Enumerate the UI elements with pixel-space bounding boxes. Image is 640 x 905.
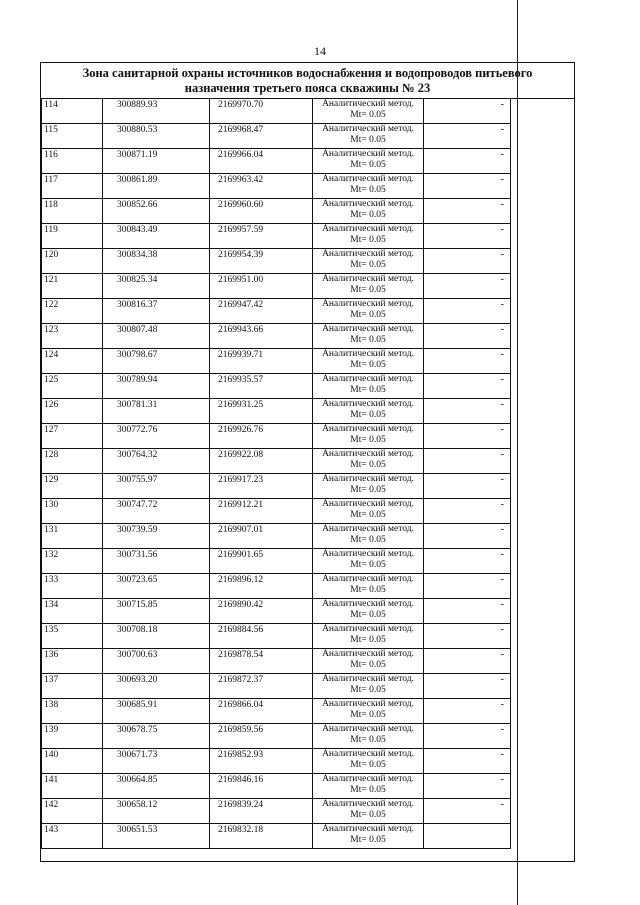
table-row xyxy=(42,699,511,724)
note-cell: - xyxy=(424,274,511,299)
x-coordinate-cell: 300807.48 xyxy=(103,324,210,349)
y-coordinate-cell: 2169963.42 xyxy=(210,174,313,199)
y-coordinate-cell: 2169901.65 xyxy=(210,549,313,574)
precision-coefficient: Mt= 0.05 xyxy=(350,485,386,495)
x-coordinate-cell: 300723.65 xyxy=(103,574,210,599)
y-coordinate-cell: 2169931.25 xyxy=(210,399,313,424)
method-text: Аналитический метод. xyxy=(322,149,414,159)
coordinates-table-body xyxy=(42,99,511,849)
note-cell: - xyxy=(424,424,511,449)
precision-coefficient: Mt= 0.05 xyxy=(350,510,386,520)
note-cell: - xyxy=(424,524,511,549)
note-cell: - xyxy=(424,649,511,674)
method-cell xyxy=(313,299,424,324)
x-coordinate-cell: 300755.97 xyxy=(103,474,210,499)
point-number-cell: 137 xyxy=(42,674,103,699)
point-number-cell: 125 xyxy=(42,374,103,399)
x-coordinate-cell: 300664.85 xyxy=(103,774,210,799)
table-row xyxy=(42,199,511,224)
precision-coefficient: Mt= 0.05 xyxy=(350,635,386,645)
method-text: Аналитический метод. xyxy=(322,524,414,534)
method-text: Аналитический метод. xyxy=(322,649,414,659)
table-title-line-1: Зона санитарной охраны источников водоснабжения и водопроводов питьевого xyxy=(82,65,533,80)
method-cell xyxy=(313,799,424,824)
precision-coefficient: Mt= 0.05 xyxy=(350,560,386,570)
table-row xyxy=(42,249,511,274)
y-coordinate-cell: 2169966.04 xyxy=(210,149,313,174)
y-coordinate-cell: 2169947.42 xyxy=(210,299,313,324)
table-row xyxy=(42,724,511,749)
point-number-cell: 136 xyxy=(42,649,103,674)
y-coordinate-cell: 2169890.42 xyxy=(210,599,313,624)
method-text: Аналитический метод. xyxy=(322,724,414,734)
method-text: Аналитический метод. xyxy=(322,499,414,509)
method-cell xyxy=(313,174,424,199)
x-coordinate-cell: 300843.49 xyxy=(103,224,210,249)
x-coordinate-cell: 300825.34 xyxy=(103,274,210,299)
x-coordinate-cell: 300671.73 xyxy=(103,749,210,774)
note-cell: - xyxy=(424,99,511,124)
method-text: Аналитический метод. xyxy=(322,249,414,259)
y-coordinate-cell: 2169939.71 xyxy=(210,349,313,374)
precision-coefficient: Mt= 0.05 xyxy=(350,185,386,195)
x-coordinate-cell: 300715.85 xyxy=(103,599,210,624)
point-number-cell: 124 xyxy=(42,349,103,374)
method-cell xyxy=(313,399,424,424)
note-cell: - xyxy=(424,124,511,149)
table-row xyxy=(42,549,511,574)
method-cell xyxy=(313,149,424,174)
y-coordinate-cell: 2169957.59 xyxy=(210,224,313,249)
table-title xyxy=(41,63,574,99)
table-row xyxy=(42,274,511,299)
note-cell: - xyxy=(424,149,511,174)
point-number-cell: 117 xyxy=(42,174,103,199)
precision-coefficient: Mt= 0.05 xyxy=(350,735,386,745)
precision-coefficient: Mt= 0.05 xyxy=(350,585,386,595)
table-row xyxy=(42,774,511,799)
method-cell xyxy=(313,724,424,749)
x-coordinate-cell: 300781.31 xyxy=(103,399,210,424)
method-text: Аналитический метод. xyxy=(322,374,414,384)
note-cell: - xyxy=(424,749,511,774)
note-cell: - xyxy=(424,774,511,799)
precision-coefficient: Mt= 0.05 xyxy=(350,760,386,770)
y-coordinate-cell: 2169935.57 xyxy=(210,374,313,399)
table-row xyxy=(42,324,511,349)
x-coordinate-cell: 300731.56 xyxy=(103,549,210,574)
point-number-cell: 139 xyxy=(42,724,103,749)
method-text: Аналитический метод. xyxy=(322,749,414,759)
precision-coefficient: Mt= 0.05 xyxy=(350,460,386,470)
table-row xyxy=(42,574,511,599)
point-number-cell: 123 xyxy=(42,324,103,349)
note-cell: - xyxy=(424,474,511,499)
precision-coefficient: Mt= 0.05 xyxy=(350,235,386,245)
x-coordinate-cell: 300871.19 xyxy=(103,149,210,174)
note-cell xyxy=(424,824,511,849)
precision-coefficient: Mt= 0.05 xyxy=(350,785,386,795)
point-number-cell: 126 xyxy=(42,399,103,424)
method-text: Аналитический метод. xyxy=(322,349,414,359)
point-number-cell: 116 xyxy=(42,149,103,174)
point-number-cell: 115 xyxy=(42,124,103,149)
method-cell xyxy=(313,224,424,249)
y-coordinate-cell: 2169922.08 xyxy=(210,449,313,474)
y-coordinate-cell: 2169866.04 xyxy=(210,699,313,724)
note-cell: - xyxy=(424,674,511,699)
precision-coefficient: Mt= 0.05 xyxy=(350,660,386,670)
note-cell: - xyxy=(424,599,511,624)
method-text: Аналитический метод. xyxy=(322,124,414,134)
note-cell: - xyxy=(424,699,511,724)
x-coordinate-cell: 300685.91 xyxy=(103,699,210,724)
method-text: Аналитический метод. xyxy=(322,99,414,109)
precision-coefficient: Mt= 0.05 xyxy=(350,160,386,170)
y-coordinate-cell: 2169954.39 xyxy=(210,249,313,274)
table-row xyxy=(42,674,511,699)
method-cell xyxy=(313,774,424,799)
method-cell xyxy=(313,274,424,299)
method-text: Аналитический метод. xyxy=(322,674,414,684)
table-row xyxy=(42,799,511,824)
x-coordinate-cell: 300789.94 xyxy=(103,374,210,399)
note-cell: - xyxy=(424,624,511,649)
table-title-line-2: назначения третьего пояса скважины № 23 xyxy=(184,80,431,95)
method-cell xyxy=(313,574,424,599)
note-cell: - xyxy=(424,374,511,399)
precision-coefficient: Mt= 0.05 xyxy=(350,810,386,820)
point-number-cell: 133 xyxy=(42,574,103,599)
y-coordinate-cell: 2169839.24 xyxy=(210,799,313,824)
x-coordinate-cell: 300658.12 xyxy=(103,799,210,824)
precision-coefficient: Mt= 0.05 xyxy=(350,210,386,220)
y-coordinate-cell: 2169832.18 xyxy=(210,824,313,849)
y-coordinate-cell: 2169951.00 xyxy=(210,274,313,299)
precision-coefficient: Mt= 0.05 xyxy=(350,385,386,395)
x-coordinate-cell: 300816.37 xyxy=(103,299,210,324)
method-cell xyxy=(313,324,424,349)
method-cell xyxy=(313,824,424,849)
table-row xyxy=(42,349,511,374)
method-text: Аналитический метод. xyxy=(322,199,414,209)
point-number-cell: 141 xyxy=(42,774,103,799)
y-coordinate-cell: 2169926.76 xyxy=(210,424,313,449)
x-coordinate-cell: 300834.38 xyxy=(103,249,210,274)
note-cell: - xyxy=(424,199,511,224)
method-text: Аналитический метод. xyxy=(322,574,414,584)
point-number-cell: 132 xyxy=(42,549,103,574)
note-cell: - xyxy=(424,499,511,524)
y-coordinate-cell: 2169912.21 xyxy=(210,499,313,524)
y-coordinate-cell: 2169846.16 xyxy=(210,774,313,799)
method-text: Аналитический метод. xyxy=(322,774,414,784)
point-number-cell: 138 xyxy=(42,699,103,724)
x-coordinate-cell: 300708.18 xyxy=(103,624,210,649)
method-text: Аналитический метод. xyxy=(322,449,414,459)
coordinates-table xyxy=(41,99,511,849)
method-cell xyxy=(313,374,424,399)
method-cell xyxy=(313,524,424,549)
table-row xyxy=(42,599,511,624)
x-coordinate-cell: 300772.76 xyxy=(103,424,210,449)
point-number-cell: 131 xyxy=(42,524,103,549)
table-row xyxy=(42,99,511,124)
method-cell xyxy=(313,124,424,149)
method-text: Аналитический метод. xyxy=(322,599,414,609)
y-coordinate-cell: 2169943.66 xyxy=(210,324,313,349)
method-text: Аналитический метод. xyxy=(322,624,414,634)
table-row xyxy=(42,749,511,774)
method-cell xyxy=(313,624,424,649)
method-cell xyxy=(313,549,424,574)
method-text: Аналитический метод. xyxy=(322,224,414,234)
y-coordinate-cell: 2169968.47 xyxy=(210,124,313,149)
table-row xyxy=(42,374,511,399)
method-text: Аналитический метод. xyxy=(322,549,414,559)
method-cell xyxy=(313,699,424,724)
method-cell xyxy=(313,249,424,274)
method-text: Аналитический метод. xyxy=(322,699,414,709)
point-number-cell: 130 xyxy=(42,499,103,524)
method-text: Аналитический метод. xyxy=(322,174,414,184)
method-cell xyxy=(313,424,424,449)
point-number-cell: 129 xyxy=(42,474,103,499)
point-number-cell: 134 xyxy=(42,599,103,624)
precision-coefficient: Mt= 0.05 xyxy=(350,710,386,720)
method-cell xyxy=(313,674,424,699)
y-coordinate-cell: 2169852.93 xyxy=(210,749,313,774)
note-cell: - xyxy=(424,799,511,824)
note-cell: - xyxy=(424,449,511,474)
precision-coefficient: Mt= 0.05 xyxy=(350,260,386,270)
precision-coefficient: Mt= 0.05 xyxy=(350,110,386,120)
method-cell xyxy=(313,599,424,624)
precision-coefficient: Mt= 0.05 xyxy=(350,310,386,320)
point-number-cell: 118 xyxy=(42,199,103,224)
method-text: Аналитический метод. xyxy=(322,799,414,809)
x-coordinate-cell: 300798.67 xyxy=(103,349,210,374)
y-coordinate-cell: 2169960.60 xyxy=(210,199,313,224)
method-text: Аналитический метод. xyxy=(322,299,414,309)
y-coordinate-cell: 2169917.23 xyxy=(210,474,313,499)
method-cell xyxy=(313,99,424,124)
point-number-cell: 120 xyxy=(42,249,103,274)
table-row xyxy=(42,174,511,199)
x-coordinate-cell: 300678.75 xyxy=(103,724,210,749)
y-coordinate-cell: 2169878.54 xyxy=(210,649,313,674)
note-cell: - xyxy=(424,724,511,749)
x-coordinate-cell: 300880.53 xyxy=(103,124,210,149)
precision-coefficient: Mt= 0.05 xyxy=(350,835,386,845)
table-row xyxy=(42,224,511,249)
point-number-cell: 142 xyxy=(42,799,103,824)
precision-coefficient: Mt= 0.05 xyxy=(350,360,386,370)
method-text: Аналитический метод. xyxy=(322,424,414,434)
method-cell xyxy=(313,749,424,774)
precision-coefficient: Mt= 0.05 xyxy=(350,685,386,695)
precision-coefficient: Mt= 0.05 xyxy=(350,285,386,295)
y-coordinate-cell: 2169859.56 xyxy=(210,724,313,749)
point-number-cell: 143 xyxy=(42,824,103,849)
precision-coefficient: Mt= 0.05 xyxy=(350,410,386,420)
table-row xyxy=(42,499,511,524)
x-coordinate-cell: 300739.59 xyxy=(103,524,210,549)
point-number-cell: 114 xyxy=(42,99,103,124)
note-cell: - xyxy=(424,399,511,424)
y-coordinate-cell: 2169907.01 xyxy=(210,524,313,549)
y-coordinate-cell: 2169872.37 xyxy=(210,674,313,699)
point-number-cell: 119 xyxy=(42,224,103,249)
y-coordinate-cell: 2169970.70 xyxy=(210,99,313,124)
precision-coefficient: Mt= 0.05 xyxy=(350,535,386,545)
table-row xyxy=(42,624,511,649)
table-row xyxy=(42,449,511,474)
note-cell: - xyxy=(424,249,511,274)
x-coordinate-cell: 300889.93 xyxy=(103,99,210,124)
method-cell xyxy=(313,199,424,224)
table-row xyxy=(42,299,511,324)
point-number-cell: 140 xyxy=(42,749,103,774)
note-cell: - xyxy=(424,174,511,199)
x-coordinate-cell: 300747.72 xyxy=(103,499,210,524)
note-cell: - xyxy=(424,549,511,574)
page-number: 14 xyxy=(314,44,326,58)
table-row xyxy=(42,124,511,149)
table-row xyxy=(42,524,511,549)
point-number-cell: 135 xyxy=(42,624,103,649)
method-text: Аналитический метод. xyxy=(322,399,414,409)
y-coordinate-cell: 2169896.12 xyxy=(210,574,313,599)
method-cell xyxy=(313,649,424,674)
point-number-cell: 122 xyxy=(42,299,103,324)
table-row xyxy=(42,474,511,499)
x-coordinate-cell: 300700.63 xyxy=(103,649,210,674)
x-coordinate-cell: 300861.89 xyxy=(103,174,210,199)
precision-coefficient: Mt= 0.05 xyxy=(350,335,386,345)
note-cell: - xyxy=(424,349,511,374)
table-row xyxy=(42,649,511,674)
x-coordinate-cell: 300764.32 xyxy=(103,449,210,474)
precision-coefficient: Mt= 0.05 xyxy=(350,610,386,620)
note-cell: - xyxy=(424,224,511,249)
table-row xyxy=(42,824,511,849)
y-coordinate-cell: 2169884.56 xyxy=(210,624,313,649)
method-text: Аналитический метод. xyxy=(322,324,414,334)
precision-coefficient: Mt= 0.05 xyxy=(350,435,386,445)
note-cell: - xyxy=(424,574,511,599)
method-text: Аналитический метод. xyxy=(322,474,414,484)
coordinates-sheet xyxy=(40,62,575,862)
note-cell: - xyxy=(424,324,511,349)
table-row xyxy=(42,424,511,449)
table-row xyxy=(42,149,511,174)
x-coordinate-cell: 300651.53 xyxy=(103,824,210,849)
point-number-cell: 128 xyxy=(42,449,103,474)
x-coordinate-cell: 300693.20 xyxy=(103,674,210,699)
x-coordinate-cell: 300852.66 xyxy=(103,199,210,224)
method-cell xyxy=(313,449,424,474)
method-cell xyxy=(313,499,424,524)
point-number-cell: 127 xyxy=(42,424,103,449)
method-cell xyxy=(313,474,424,499)
note-cell: - xyxy=(424,299,511,324)
method-text: Аналитический метод. xyxy=(322,274,414,284)
method-text: Аналитический метод. xyxy=(322,824,414,834)
method-cell xyxy=(313,349,424,374)
table-row xyxy=(42,399,511,424)
precision-coefficient: Mt= 0.05 xyxy=(350,135,386,145)
point-number-cell: 121 xyxy=(42,274,103,299)
